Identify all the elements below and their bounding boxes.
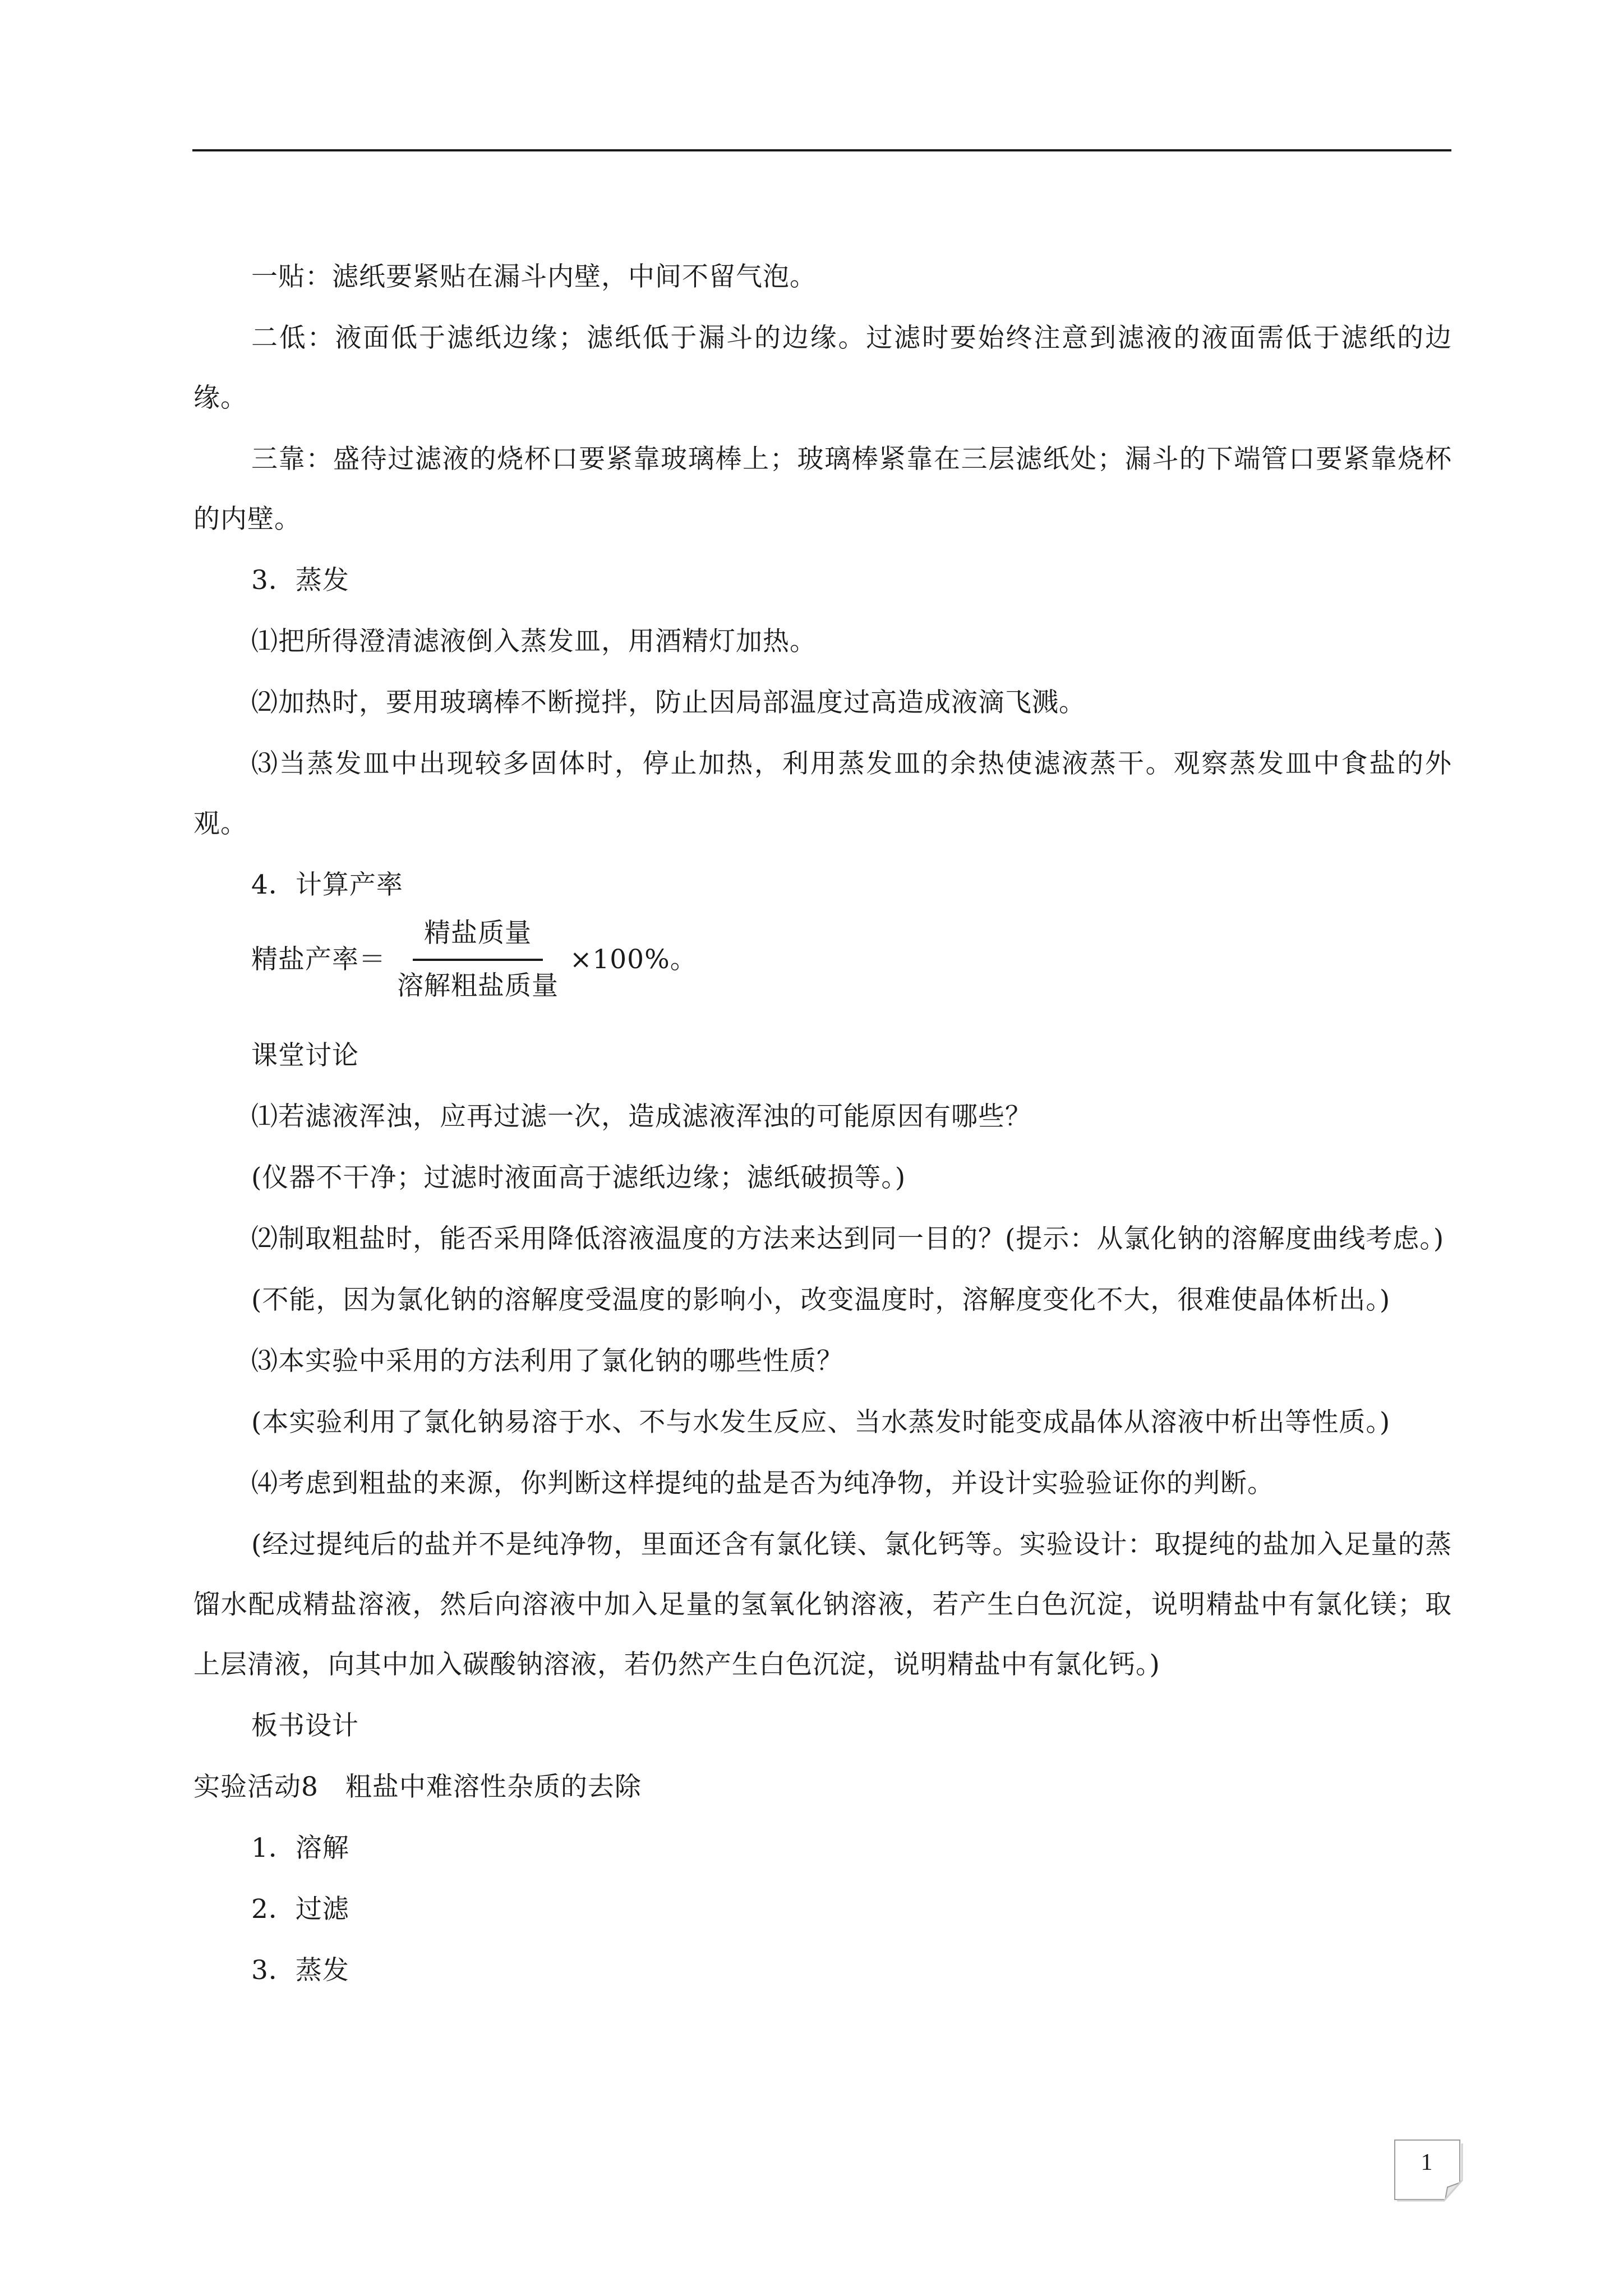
formula-numerator: 精盐质量 xyxy=(413,908,543,961)
paragraph-step-1: ⑴把所得澄清滤液倒入蒸发皿，用酒精灯加热。 xyxy=(251,626,817,657)
board-item-dissolve: 1．溶解 xyxy=(251,1833,349,1864)
discussion-question-1: ⑴若滤液浑浊，应再过滤一次，造成滤液浑浊的可能原因有哪些？ xyxy=(251,1101,1032,1132)
section-heading-evaporation: 3．蒸发 xyxy=(251,565,349,596)
section-heading-discussion: 课堂讨论 xyxy=(251,1040,359,1071)
header-rule xyxy=(192,149,1451,151)
board-item-evaporate: 3．蒸发 xyxy=(251,1955,349,1986)
paragraph-yitie: 一贴：滤纸要紧贴在漏斗内壁，中间不留气泡。 xyxy=(251,261,817,292)
discussion-answer-2: (不能，因为氯化钠的溶解度受温度的影响小，改变温度时，溶解度变化不大，很难使晶体析出。) xyxy=(251,1285,1391,1315)
discussion-question-3: ⑶本实验中采用的方法利用了氯化钠的哪些性质？ xyxy=(251,1346,843,1377)
page-number-box xyxy=(1394,2139,1472,2202)
board-title: 实验活动8 粗盐中难溶性杂质的去除 xyxy=(193,1772,642,1802)
discussion-answer-3: (本实验利用了氯化钠易溶于水、不与水发生反应、当水蒸发时能变成晶体从溶液中析出等性质。) xyxy=(251,1407,1391,1438)
document-body xyxy=(193,247,1452,2001)
paragraph-erdi: 二低：液面低于滤纸边缘；滤纸低于漏斗的边缘。过滤时要始终注意到滤液的液面需低于滤纸的边缘。 xyxy=(193,323,1452,413)
discussion-answer-1: (仪器不干净；过滤时液面高于滤纸边缘；滤纸破损等。) xyxy=(251,1162,906,1193)
formula-denominator: 溶解粗盐质量 xyxy=(397,970,559,1001)
discussion-question-2: ⑵制取粗盐时，能否采用降低溶液温度的方法来达到同一目的？(提示：从氯化钠的溶解度曲线考虑。) xyxy=(251,1223,1445,1254)
formula-lhs: 精盐产率＝ xyxy=(251,944,386,975)
paragraph-step-3: ⑶当蒸发皿中出现较多固体时，停止加热，利用蒸发皿的余热使滤液蒸干。观察蒸发皿中食盐的外观。 xyxy=(193,748,1452,839)
page-number: 1 xyxy=(1421,2150,1433,2175)
yield-formula xyxy=(251,899,1452,1020)
paragraph-sankao: 三靠：盛待过滤液的烧杯口要紧靠玻璃棒上；玻璃棒紧靠在三层滤纸处；漏斗的下端管口要紧靠烧杯的内壁。 xyxy=(193,444,1452,535)
board-item-filter: 2．过滤 xyxy=(251,1894,349,1925)
section-heading-board-design: 板书设计 xyxy=(251,1710,359,1741)
section-heading-yield: 4．计算产率 xyxy=(251,869,403,900)
formula-rhs: ×100%。 xyxy=(570,944,697,975)
paragraph-step-2: ⑵加热时，要用玻璃棒不断搅拌，防止因局部温度过高造成液滴飞溅。 xyxy=(251,687,1086,718)
discussion-question-4: ⑷考虑到粗盐的来源，你判断这样提纯的盐是否为纯净物，并设计实验验证你的判断。 xyxy=(251,1468,1274,1499)
formula-fraction xyxy=(389,908,566,1011)
discussion-answer-4: (经过提纯后的盐并不是纯净物，里面还含有氯化镁、氯化钙等。实验设计：取提纯的盐加入足量的蒸馏水配成精盐溶液，然后向溶液中加入足量的氢氧化钠溶液，若产生白色沉淀，说明精盐中有氯化镁；取上层清液，向其中加入碳酸钠溶液，若仍然产生白色沉淀，说明精盐中有氯化钙。) xyxy=(193,1529,1452,1680)
